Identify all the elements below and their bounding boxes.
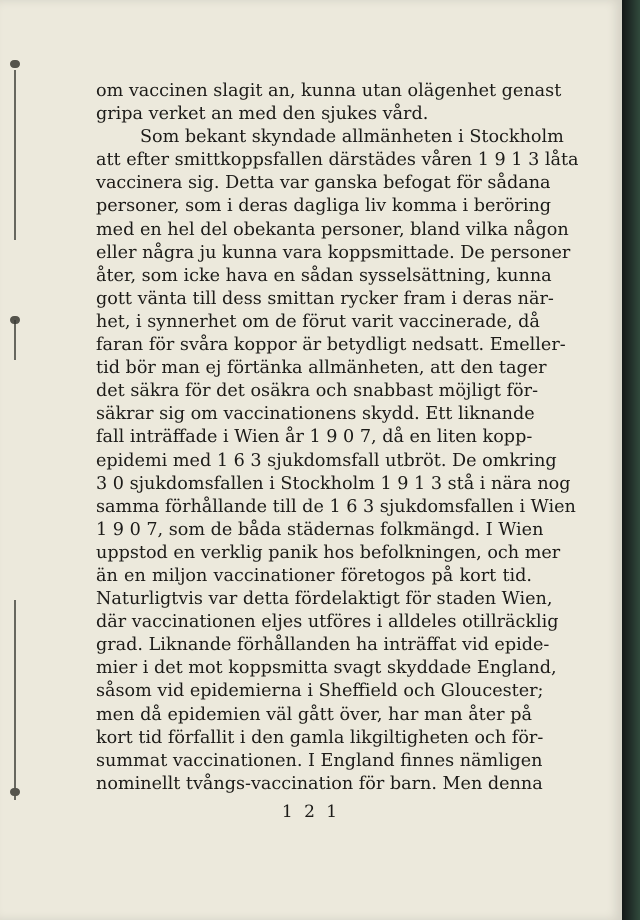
text-line: men då epidemien väl gått över, har man åter på: [96, 704, 532, 725]
stitch-knot: [10, 60, 20, 68]
text-line: Som bekant skyndade allmänheten i Stockholm: [140, 127, 564, 148]
text-line: Naturligtvis var detta fördelaktigt för staden Wien,: [96, 589, 553, 610]
binding-stitches: [6, 40, 24, 900]
text-line: än en miljon vaccinationer företogos på kort tid.: [96, 565, 532, 586]
text-line: 1 9 0 7, som de båda städernas folkmängd. I Wien: [96, 519, 544, 540]
text-line: gripa verket an med den sjukes vård.: [96, 104, 429, 125]
text-line: grad. Liknande förhållanden ha inträffat vid epide-: [96, 635, 550, 656]
text-line: att efter smittkoppsfallen därstädes våren 1 9 1 3 låta: [96, 150, 579, 171]
text-line: epidemi med 1 6 3 sjukdomsfall utbröt. De omkring: [96, 450, 557, 471]
stitch-knot: [10, 788, 20, 796]
text-line: nominellt tvångs-vaccination för barn. Men denna: [96, 773, 543, 794]
text-line: där vaccinationen eljes utföres i alldeles otillräcklig: [96, 612, 559, 633]
text-line: fall inträffade i Wien år 1 9 0 7, då en liten kopp-: [96, 427, 533, 448]
text-line: det säkra för det osäkra och snabbast möjligt för-: [96, 381, 539, 402]
text-line: vaccinera sig. Detta var ganska befogat för sådana: [96, 173, 551, 194]
text-line: med en hel del obekanta personer, bland vilka någon: [96, 219, 569, 240]
text-line: gott vänta till dess smittan rycker fram i deras när-: [96, 288, 554, 309]
text-line: åter, som icke hava en sådan sysselsättning, kunna: [96, 265, 552, 286]
book-cover-edge: [622, 0, 640, 920]
stitch-thread: [14, 320, 16, 360]
page-number: 1 2 1: [281, 802, 341, 822]
text-line: såsom vid epidemierna i Sheffield och Gloucester;: [96, 681, 544, 702]
text-line: samma förhållande till de 1 6 3 sjukdomsfallen i Wien: [96, 496, 576, 517]
text-line: kort tid förfallit i den gamla likgiltigheten och för-: [96, 727, 544, 748]
stitch-thread: [14, 600, 16, 800]
body-text: [96, 80, 579, 796]
text-line: personer, som i deras dagliga liv komma i beröring: [96, 196, 552, 217]
text-line: eller några ju kunna vara koppsmittade. De personer: [96, 242, 571, 263]
text-line: het, i synnerhet om de förut varit vaccinerade, då: [96, 311, 540, 332]
stitch-thread: [14, 70, 16, 240]
text-line: om vaccinen slagit an, kunna utan olägenhet genast: [96, 81, 562, 101]
text-line: faran för svåra koppor är betydligt nedsatt. Emeller-: [96, 335, 566, 356]
text-line: säkrar sig om vaccinationens skydd. Ett liknande: [96, 404, 535, 425]
text-line: uppstod en verklig panik hos befolkningen, och mer: [96, 542, 561, 563]
text-line: summat vaccinationen. I England finnes nämligen: [96, 750, 543, 771]
text-line: mier i det mot koppsmitta svagt skyddade England,: [96, 658, 557, 679]
text-line: 3 0 sjukdomsfallen i Stockholm 1 9 1 3 stå i nära nog: [96, 473, 571, 494]
text-line: tid bör man ej förtänka allmänheten, att den tager: [96, 358, 547, 379]
